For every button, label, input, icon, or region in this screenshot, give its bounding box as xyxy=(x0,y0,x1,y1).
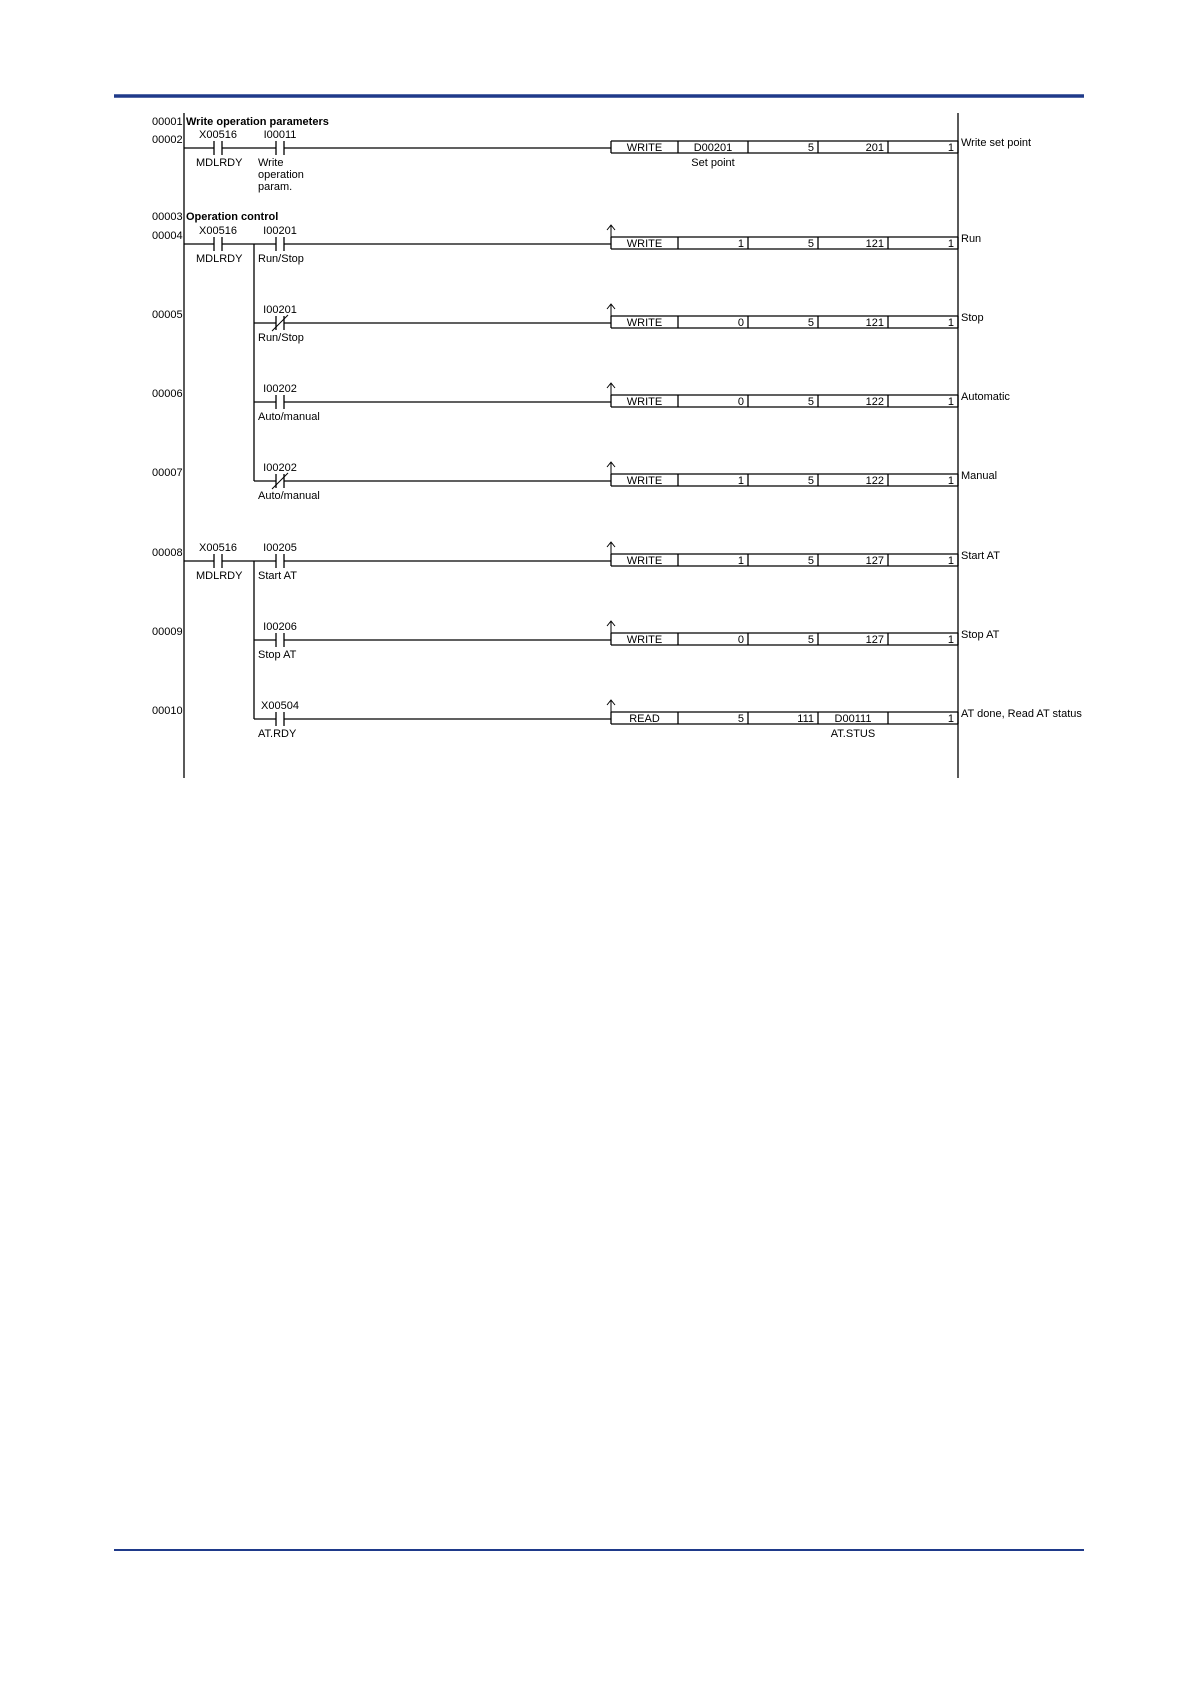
instruction-param: 5 xyxy=(807,634,814,646)
instruction-param: 1 xyxy=(737,555,744,567)
rung-comment: Manual xyxy=(961,470,998,482)
instruction-param: 1 xyxy=(737,475,744,487)
step-number: 00001 xyxy=(152,116,183,128)
instruction-param: 5 xyxy=(807,238,814,250)
rung-comment: Run xyxy=(961,233,982,245)
contact-address: I00202 xyxy=(263,383,297,395)
rung-00006 xyxy=(152,383,1010,423)
contact-label: Stop AT xyxy=(258,649,297,661)
rung-00010 xyxy=(152,700,1082,740)
contact-address: I00202 xyxy=(263,462,297,474)
instruction-param: 111 xyxy=(797,713,814,725)
rung-00004 xyxy=(152,225,981,265)
instruction-op: WRITE xyxy=(626,238,663,250)
contact-label: Run/Stop xyxy=(258,332,304,344)
rung-00008 xyxy=(152,542,1000,582)
instruction-param: 1 xyxy=(947,713,954,725)
contact-label: MDLRDY xyxy=(196,253,243,265)
contact-label: MDLRDY xyxy=(196,570,243,582)
instruction-param: 1 xyxy=(947,142,954,154)
rung-comment: Stop AT xyxy=(961,629,1000,641)
comment-text: Write operation parameters xyxy=(186,116,329,128)
contact-address: I00201 xyxy=(263,225,297,237)
instruction-op: WRITE xyxy=(626,634,663,646)
contact-label: MDLRDY xyxy=(196,157,243,169)
instruction-param: 121 xyxy=(865,317,884,329)
rung-00009 xyxy=(152,621,1000,661)
instruction-param: 1 xyxy=(947,475,954,487)
step-number: 00003 xyxy=(152,211,183,223)
contact-address: X00516 xyxy=(199,225,237,237)
comment-row-00001 xyxy=(152,116,329,128)
rung-comment: Stop xyxy=(961,312,984,324)
instruction-note: AT.STUS xyxy=(830,728,876,740)
instruction-param: 1 xyxy=(947,238,954,250)
instruction-op: WRITE xyxy=(626,396,663,408)
rung-00005 xyxy=(152,304,984,344)
contact-address: I00205 xyxy=(263,542,297,554)
contact-label: Auto/manual xyxy=(258,490,320,502)
instruction-param: 5 xyxy=(807,317,814,329)
rung-comment: AT done, Read AT status xyxy=(961,708,1082,720)
instruction-param: D00201 xyxy=(693,142,733,154)
rung-comment: Write set point xyxy=(961,137,1032,149)
step-number: 00006 xyxy=(152,388,183,400)
instruction-param: 0 xyxy=(737,317,744,329)
step-number: 00010 xyxy=(152,705,183,717)
step-number: 00005 xyxy=(152,309,183,321)
rung-00002 xyxy=(152,129,1031,193)
contact-label: AT.RDY xyxy=(258,728,297,740)
comment-row-00003 xyxy=(152,211,278,223)
instruction-param: 1 xyxy=(947,555,954,567)
step-number: 00002 xyxy=(152,134,183,146)
comment-text: Operation control xyxy=(186,211,279,223)
contact-label: Start AT xyxy=(258,570,297,582)
instruction-op: WRITE xyxy=(626,555,663,567)
contact-label: param. xyxy=(258,181,293,193)
contact-label: operation xyxy=(258,169,304,181)
instruction-param: 122 xyxy=(865,396,884,408)
contact-address: I00011 xyxy=(263,129,297,141)
instruction-param: 1 xyxy=(737,238,744,250)
instruction-op: WRITE xyxy=(626,475,663,487)
instruction-param: 1 xyxy=(947,396,954,408)
instruction-param: 201 xyxy=(865,142,884,154)
instruction-param: 127 xyxy=(865,555,884,567)
instruction-param: 121 xyxy=(865,238,884,250)
contact-address: X00504 xyxy=(261,700,299,712)
contact-address: I00201 xyxy=(263,304,297,316)
contact-address: X00516 xyxy=(199,542,237,554)
step-number: 00009 xyxy=(152,626,183,638)
instruction-param: 1 xyxy=(947,317,954,329)
instruction-param: 5 xyxy=(737,713,744,725)
contact-address: I00206 xyxy=(263,621,297,633)
step-number: 00004 xyxy=(152,230,183,242)
instruction-param: 1 xyxy=(947,634,954,646)
contact-label: Write xyxy=(258,157,284,169)
contact-address: X00516 xyxy=(199,129,237,141)
contact-label: Auto/manual xyxy=(258,411,320,423)
rung-00007 xyxy=(152,462,997,502)
instruction-op: WRITE xyxy=(626,317,663,329)
instruction-op: READ xyxy=(629,713,660,725)
instruction-param: 122 xyxy=(865,475,884,487)
instruction-note: Set point xyxy=(691,157,735,169)
rung-comment: Start AT xyxy=(961,550,1000,562)
step-number: 00007 xyxy=(152,467,183,479)
instruction-param: 0 xyxy=(737,396,744,408)
instruction-param: 5 xyxy=(807,555,814,567)
instruction-param: 5 xyxy=(807,475,814,487)
instruction-param: 0 xyxy=(737,634,744,646)
rungs-layer xyxy=(152,129,1082,740)
step-number: 00008 xyxy=(152,547,183,559)
contact-label: Run/Stop xyxy=(258,253,304,265)
instruction-param: 127 xyxy=(865,634,884,646)
instruction-param: D00111 xyxy=(834,713,872,725)
instruction-op: WRITE xyxy=(626,142,663,154)
rung-comment: Automatic xyxy=(961,391,1010,403)
instruction-param: 5 xyxy=(807,396,814,408)
instruction-param: 5 xyxy=(807,142,814,154)
